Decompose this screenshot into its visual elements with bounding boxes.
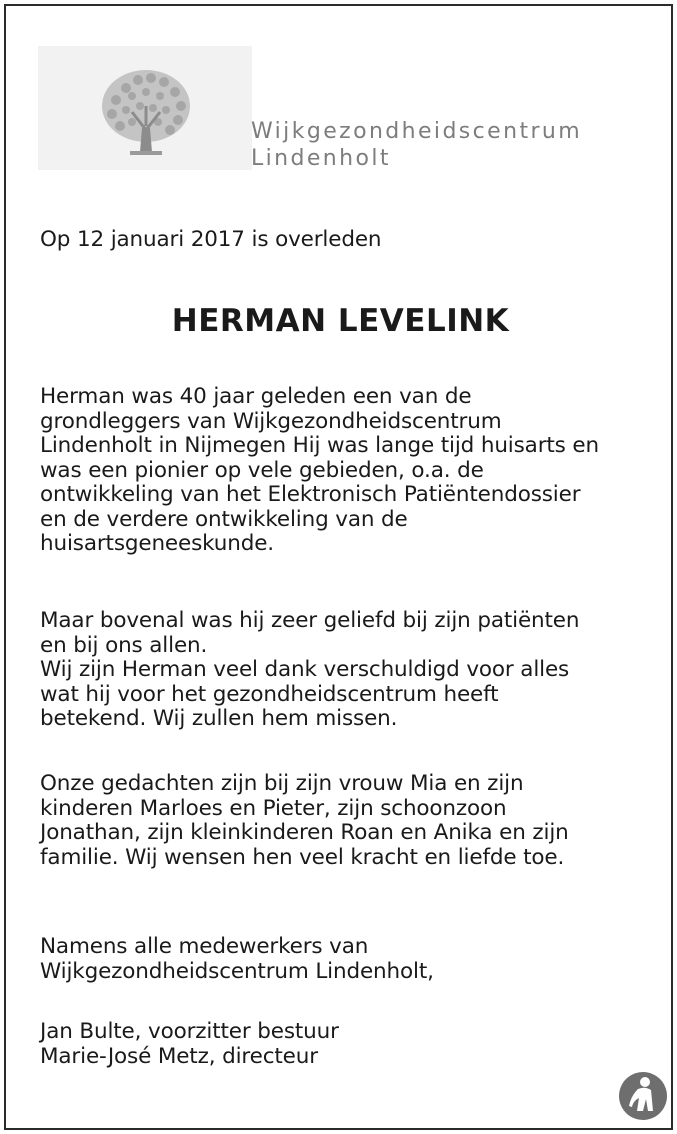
paragraph-line: familie. Wij wensen hen veel kracht en liefde toe. [40,844,565,870]
paragraph-line: Wij zijn Herman veel dank verschuldigd voor alles [40,657,570,682]
organization-name-line2: Lindenholt [251,146,391,171]
intro-line: Op 12 januari 2017 is overleden [40,227,382,252]
signatures [40,1020,339,1069]
paragraph-line: Lindenholt in Nijmegen Hij was lange tijd huisarts en [40,433,599,458]
paragraph-line: was een pionier op vele gebieden, o.a. de [40,457,484,483]
deceased-name: HERMAN LEVELINK [171,303,510,339]
paragraph-line: en de verdere ontwikkeling van de [40,506,408,532]
tree-icon [96,66,196,158]
closing [40,935,434,984]
mourning-figure-icon [618,1071,668,1121]
paragraph-2 [40,609,579,732]
signature-line: Marie-José Metz, directeur [40,1043,318,1069]
organization-name [251,118,582,172]
closing-line: Namens alle medewerkers van [40,934,369,959]
paragraph-line: en bij ons allen. [40,632,208,658]
paragraph-line: grondleggers van Wijkgezondheidscentrum [40,408,502,434]
paragraph-line: kinderen Marloes en Pieter, zijn schoonzoon [40,795,507,821]
signature-line: Jan Bulte, voorzitter bestuur [40,1019,339,1044]
organization-name-line1: Wijkgezondheidscentrum [251,119,583,144]
logo-area [38,46,252,170]
paragraph-line: betekend. Wij zullen hem missen. [40,706,398,731]
obituary-card [4,4,673,1130]
paragraph-line: huisartsgeneeskunde. [40,531,274,556]
paragraph-line: Herman was 40 jaar geleden een van de [40,384,472,409]
paragraph-line: Jonathan, zijn kleinkinderen Roan en Anika en zijn [40,820,569,845]
paragraph-3 [40,772,569,870]
paragraph-line: wat hij voor het gezondheidscentrum heeft [40,681,499,707]
paragraph-1 [40,385,599,557]
closing-line: Wijkgezondheidscentrum Lindenholt, [40,958,434,984]
paragraph-line: Onze gedachten zijn bij zijn vrouw Mia en zijn [40,771,524,796]
paragraph-line: Maar bovenal was hij zeer geliefd bij zijn patiënten [40,608,580,633]
paragraph-line: ontwikkeling van het Elektronisch Patiëntendossier [40,482,581,507]
